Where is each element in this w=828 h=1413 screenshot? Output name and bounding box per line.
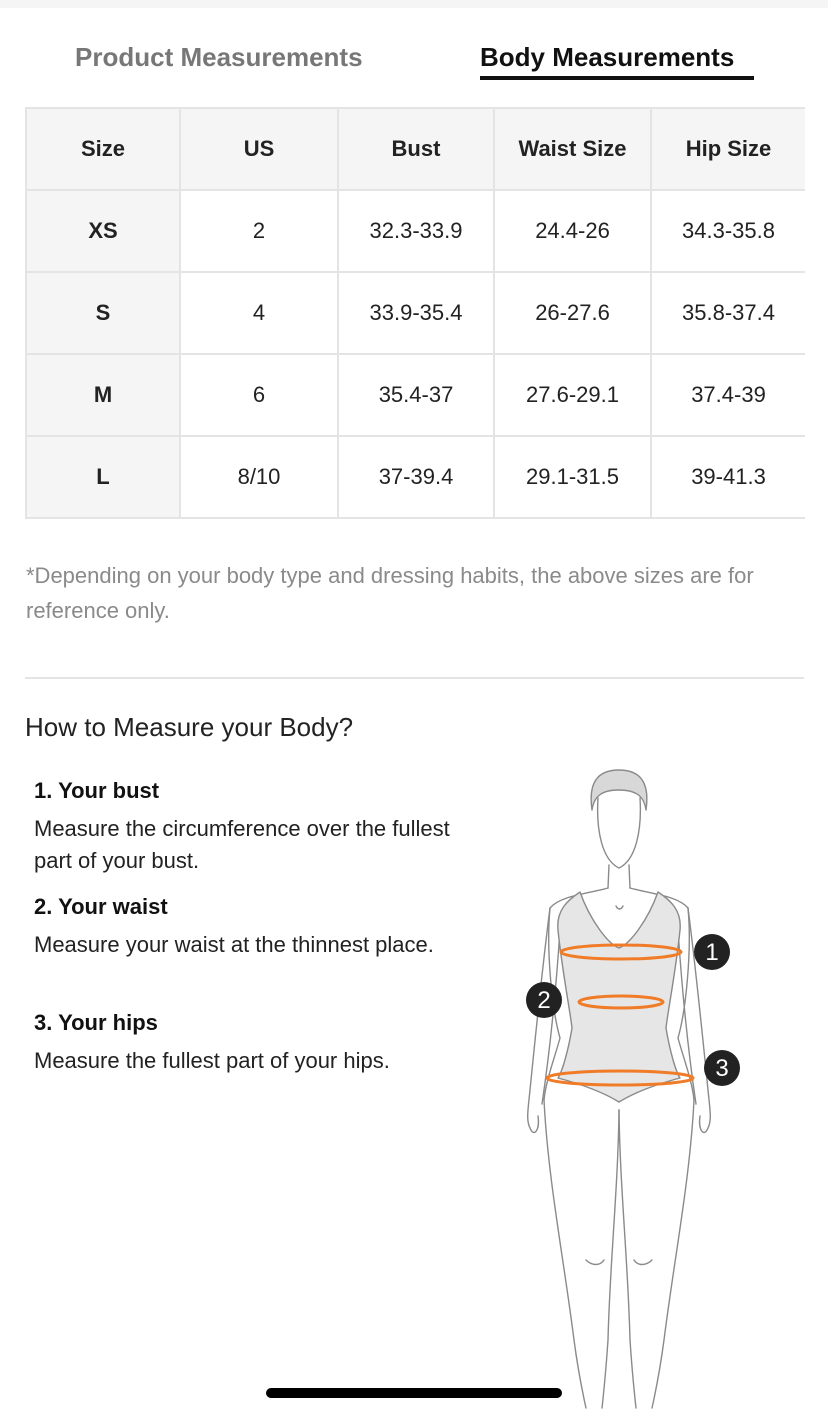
top-strip <box>0 0 828 8</box>
table-row <box>26 354 805 436</box>
step-bust-title: 1. Your bust <box>34 778 160 803</box>
how-to-measure-title: How to Measure your Body? <box>25 712 354 742</box>
waist-cell: 26-27.6 <box>494 272 651 354</box>
bust-cell: 33.9-35.4 <box>338 272 494 354</box>
marker-2-badge <box>526 982 562 1018</box>
step-bust-text: Measure the circumference over the fullest part of your bust. <box>34 816 450 873</box>
size-cell: L <box>26 436 180 518</box>
body-measurement-illustration <box>490 760 760 1412</box>
header-hip: Hip Size <box>651 108 805 190</box>
hip-cell: 37.4-39 <box>651 354 805 436</box>
hip-cell: 39-41.3 <box>651 436 805 518</box>
section-divider <box>25 677 804 679</box>
table-header-row <box>26 108 805 190</box>
marker-1-label: 1 <box>705 939 719 966</box>
active-tab-indicator <box>480 76 754 80</box>
size-chart-table <box>25 107 805 519</box>
waist-cell: 27.6-29.1 <box>494 354 651 436</box>
step-hips-text: Measure the fullest part of your hips. <box>34 1048 390 1073</box>
step-waist-text: Measure your waist at the thinnest place. <box>34 932 434 957</box>
table-row <box>26 190 805 272</box>
table-row <box>26 436 805 518</box>
us-cell: 8/10 <box>180 436 338 518</box>
marker-2-label: 2 <box>537 987 551 1014</box>
size-cell: S <box>26 272 180 354</box>
us-cell: 4 <box>180 272 338 354</box>
us-cell: 6 <box>180 354 338 436</box>
header-us: US <box>180 108 338 190</box>
home-indicator[interactable] <box>266 1388 562 1398</box>
table-row <box>26 272 805 354</box>
size-cell: XS <box>26 190 180 272</box>
marker-3-badge <box>704 1050 740 1086</box>
waist-cell: 29.1-31.5 <box>494 436 651 518</box>
step-hips-title: 3. Your hips <box>34 1010 158 1035</box>
header-waist: Waist Size <box>494 108 651 190</box>
marker-3-label: 3 <box>715 1055 729 1082</box>
bust-cell: 37-39.4 <box>338 436 494 518</box>
step-waist-title: 2. Your waist <box>34 894 168 919</box>
hip-cell: 34.3-35.8 <box>651 190 805 272</box>
us-cell: 2 <box>180 190 338 272</box>
bust-cell: 35.4-37 <box>338 354 494 436</box>
hip-cell: 35.8-37.4 <box>651 272 805 354</box>
tab-body-measurements[interactable]: Body Measurements <box>480 42 735 72</box>
header-size: Size <box>26 108 180 190</box>
marker-1-badge <box>694 934 730 970</box>
tab-product-measurements[interactable]: Product Measurements <box>75 42 363 72</box>
size-reference-note: *Depending on your body type and dressing habits, the above sizes are for reference only. <box>26 563 754 623</box>
header-bust: Bust <box>338 108 494 190</box>
waist-cell: 24.4-26 <box>494 190 651 272</box>
bust-cell: 32.3-33.9 <box>338 190 494 272</box>
size-cell: M <box>26 354 180 436</box>
